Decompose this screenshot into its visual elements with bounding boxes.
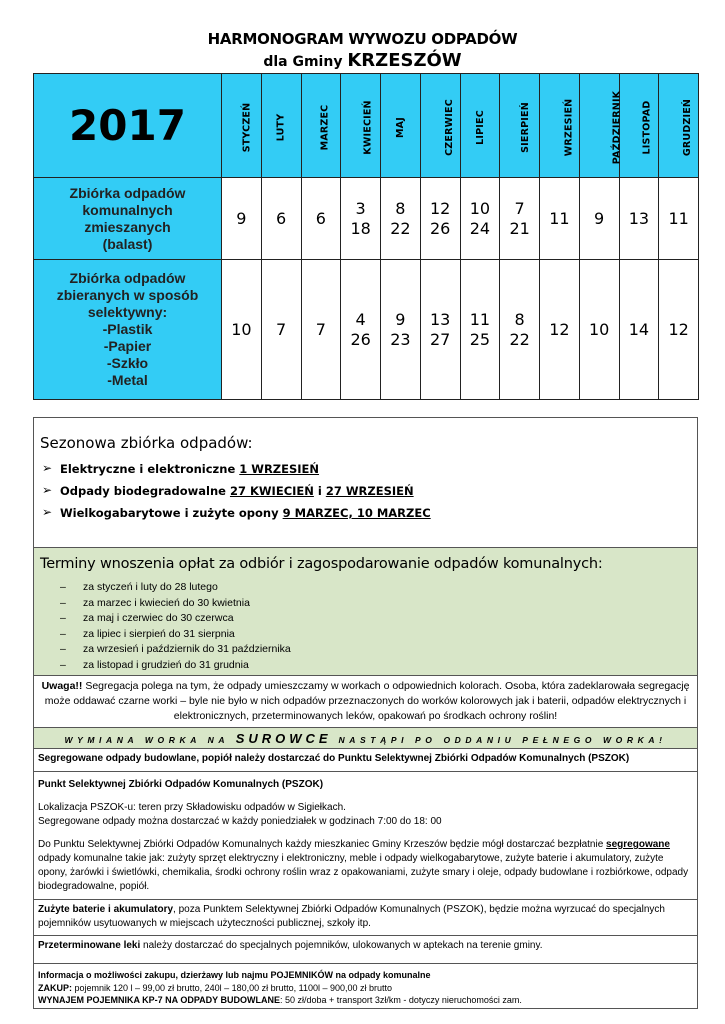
collection-date-cell xyxy=(222,260,262,400)
collection-day: 7 xyxy=(514,198,525,218)
collection-date-cell xyxy=(659,178,699,260)
collection-day: 7 xyxy=(315,319,326,339)
seasonal-heading: Sezonowa zbiórka odpadów: xyxy=(40,434,253,452)
collection-date-cell xyxy=(420,260,460,400)
schedule-table xyxy=(33,73,699,400)
medicines-text: należy dostarczać do specjalnych pojemników, ulokowanych w aptekach na terenie gminy. xyxy=(140,940,543,951)
notice-section xyxy=(34,676,697,728)
notice-label: Uwaga!! xyxy=(41,680,83,692)
collection-day: 13 xyxy=(429,309,451,329)
collection-day: 6 xyxy=(315,208,326,228)
seasonal-item-date: 9 MARZEC, 10 MARZEC xyxy=(282,506,431,520)
month-header xyxy=(460,74,500,178)
collection-type-line: selektywny: xyxy=(87,304,168,320)
fee-deadline-item xyxy=(60,596,691,612)
collection-day: 8 xyxy=(395,198,406,218)
collection-day: 14 xyxy=(628,319,650,339)
fee-deadline-text: za marzec i kwiecień do 30 kwietnia xyxy=(83,596,250,609)
seasonal-section xyxy=(34,418,697,548)
collection-day: 10 xyxy=(469,198,491,218)
month-label: MARZEC xyxy=(318,104,330,150)
subtitle-prefix: dla Gminy xyxy=(263,54,343,70)
collection-day: 18 xyxy=(350,218,371,238)
collection-date-cell xyxy=(500,260,540,400)
collection-date-cell xyxy=(460,260,500,400)
collection-day: 12 xyxy=(668,319,689,339)
info-box xyxy=(33,417,698,1009)
collection-date-cell xyxy=(619,178,659,260)
year-cell: 2017 xyxy=(34,74,222,178)
seasonal-list xyxy=(40,462,691,520)
seasonal-item-joiner: i xyxy=(313,484,326,498)
fee-deadline-item xyxy=(60,611,691,627)
collection-day: 26 xyxy=(429,218,451,238)
collection-day: 8 xyxy=(514,309,525,329)
collection-day: 26 xyxy=(350,329,371,349)
seasonal-item-label: Odpady biodegradowalne xyxy=(60,484,230,498)
document-title: HARMONOGRAM WYWOZU ODPADÓW xyxy=(207,30,518,48)
collection-day: 23 xyxy=(390,329,411,349)
collection-type-line: zmieszanych xyxy=(84,218,171,235)
containers-info: Informacja o możliwości zakupu, dzierżawy lub najmu POJEMNIKÓW na odpady komunalne xyxy=(38,970,431,980)
month-header xyxy=(619,74,659,178)
collection-day: 12 xyxy=(549,319,570,339)
collection-type-line: -Metal xyxy=(107,372,148,388)
collection-date-cell xyxy=(420,178,460,260)
month-label: STYCZEŃ xyxy=(241,102,253,152)
collection-date-cell xyxy=(222,178,262,260)
month-label: LIPIEC xyxy=(474,109,486,145)
month-header xyxy=(381,74,421,178)
exchange-band xyxy=(34,728,697,749)
month-header xyxy=(222,74,262,178)
collection-day: 9 xyxy=(236,208,247,228)
collection-day: 7 xyxy=(276,319,287,339)
pszok-desc-prefix: Do Punktu Selektywnej Zbiórki Odpadów Komunalnych każdy mieszkaniec Gminy Krzeszów będzie mógł dostarczać bezpłatnie xyxy=(38,839,607,850)
month-header xyxy=(500,74,540,178)
collection-type-line: Zbiórka odpadów xyxy=(69,184,186,201)
collection-day: 25 xyxy=(469,329,491,349)
month-label: LISTOPAD xyxy=(640,100,652,154)
exchange-text-before: WYMIANA WORKA NA xyxy=(64,735,236,745)
batteries-section xyxy=(34,900,697,936)
fee-deadline-item xyxy=(60,658,691,674)
dash-bullet-icon: – xyxy=(60,596,66,609)
containers-section xyxy=(34,964,697,1008)
month-label: PAŹDZIERNIK xyxy=(611,90,622,164)
collection-date-cell xyxy=(341,260,381,400)
collection-row xyxy=(34,260,699,400)
month-header-row xyxy=(34,74,699,178)
month-label: LUTY xyxy=(275,113,287,141)
schedule-body xyxy=(34,74,699,400)
collection-date-cell xyxy=(540,178,580,260)
month-header xyxy=(301,74,341,178)
exchange-highlight: SUROWCE xyxy=(235,731,332,746)
medicines-section xyxy=(34,936,697,964)
month-header xyxy=(659,74,699,178)
rental-text: : 50 zł/doba + transport 3zł/km - dotyczy nieruchomości zam. xyxy=(280,995,522,1005)
pszok-section xyxy=(34,772,697,900)
collection-day: 11 xyxy=(668,208,689,228)
collection-day: 21 xyxy=(509,218,530,238)
collection-day: 6 xyxy=(276,208,287,228)
collection-date-cell xyxy=(540,260,580,400)
month-header xyxy=(579,74,622,178)
collection-day: 13 xyxy=(628,208,650,228)
construction-waste-text: Segregowane odpady budowlane, popiół należy dostarczać do Punktu Selektywnej Zbiórki Odpadów Komunalnych (PSZOK) xyxy=(38,753,630,764)
pszok-title: Punkt Selektywnej Zbiórki Odpadów Komunalnych (PSZOK) xyxy=(38,779,324,790)
collection-date-cell xyxy=(579,260,619,400)
seasonal-item-label: Wielkogabarytowe i zużyte opony xyxy=(60,506,283,520)
fees-heading: Terminy wnoszenia opłat za odbiór i zagospodarowanie odpadów komunalnych: xyxy=(40,556,603,572)
collection-date-cell xyxy=(301,178,341,260)
rental-label: WYNAJEM POJEMNIKA KP-7 NA ODPADY BUDOWLANE xyxy=(38,995,281,1005)
fees-section xyxy=(34,548,697,676)
collection-date-cell xyxy=(381,178,421,260)
collection-type-line: komunalnych xyxy=(82,201,173,218)
fee-deadline-text: za maj i czerwiec do 30 czerwca xyxy=(83,612,234,624)
seasonal-item-date: 27 KWIECIEŃ xyxy=(229,484,314,498)
collection-type-line: (balast) xyxy=(102,235,153,252)
collection-day: 12 xyxy=(429,198,451,218)
collection-date-cell xyxy=(341,178,381,260)
month-header xyxy=(261,74,301,178)
collection-day: 10 xyxy=(588,319,610,339)
arrow-bullet-icon: ➢ xyxy=(42,505,53,519)
collection-date-cell xyxy=(381,260,421,400)
municipality-name: KRZESZÓW xyxy=(347,50,462,71)
construction-waste-section xyxy=(34,749,697,772)
collection-type-line: -Papier xyxy=(103,338,152,354)
collection-type-cell xyxy=(34,260,222,400)
seasonal-item-date-2: 27 WRZESIEŃ xyxy=(325,484,414,498)
seasonal-item xyxy=(40,462,691,476)
seasonal-item-label: Elektryczne i elektroniczne xyxy=(60,462,240,476)
collection-day: 24 xyxy=(469,218,491,238)
purchase-text: pojemnik 120 l – 99,00 zł brutto, 240l – 180,00 zł brutto, 1100l – 900,00 zł brutto xyxy=(72,982,393,993)
month-header xyxy=(540,74,580,178)
exchange-text-after: NASTĄPI PO ODDANIU PEŁNEGO WORKA! xyxy=(331,735,667,745)
month-header xyxy=(420,74,460,178)
dash-bullet-icon: – xyxy=(60,643,66,655)
collection-type-line: -Szkło xyxy=(106,355,149,371)
pszok-hours: Segregowane odpady można dostarczać w każdy poniedziałek w godzinach 7:00 do 18: 00 xyxy=(38,816,442,827)
collection-date-cell xyxy=(500,178,540,260)
fee-deadline-item xyxy=(60,627,691,643)
collection-date-cell xyxy=(261,260,301,400)
collection-day: 11 xyxy=(549,208,570,228)
collection-day: 3 xyxy=(355,198,366,218)
collection-day: 10 xyxy=(231,319,252,339)
collection-day: 4 xyxy=(355,309,366,329)
document-header xyxy=(0,30,725,71)
collection-date-cell xyxy=(460,178,500,260)
dash-bullet-icon: – xyxy=(60,658,66,671)
pszok-location: Lokalizacja PSZOK-u: teren przy Składowisku odpadów w Sigiełkach. xyxy=(38,802,346,813)
notice-text: Segregacja polega na tym, że odpady umieszczamy w workach o odpowiednich kolorach. Osoba, która zadeklarowała segregację może oddawać czarne worki – byle nie było w nich odpadów przeznaczonych do worków kolorowych jak i baterii, odpadów elektrycznych i elektronicznych, przeterminowanych leków, opakowań po środkach ochrony roślin! xyxy=(44,680,690,722)
collection-date-cell xyxy=(659,260,699,400)
month-label: SIERPIEŃ xyxy=(520,101,532,153)
purchase-label: ZAKUP: xyxy=(38,982,72,993)
batteries-text: , poza Punktem Selektywnej Zbiórki Odpadów Komunalnych (PSZOK), będzie można wyrzucać do specjalnych pojemników usytuowanych w miejscach użyteczności publicznej, szkoły itp. xyxy=(38,904,665,929)
month-label: GRUDZIEŃ xyxy=(682,98,694,156)
fee-deadline-item xyxy=(60,580,691,596)
fee-deadline-text: za listopad i grudzień do 31 grudnia xyxy=(83,658,249,671)
collection-type-line: -Plastik xyxy=(102,321,153,337)
document-subtitle xyxy=(0,50,725,71)
seasonal-item-date: 1 WRZESIEŃ xyxy=(239,462,320,476)
month-label: WRZESIEŃ xyxy=(563,98,575,156)
month-label: CZERWIEC xyxy=(443,98,455,156)
collection-day: 11 xyxy=(469,309,491,329)
collection-date-cell xyxy=(619,260,659,400)
batteries-bold: Zużyte baterie i akumulatory xyxy=(38,904,174,915)
collection-row xyxy=(34,178,699,260)
dash-bullet-icon: – xyxy=(60,581,66,593)
pszok-desc-suffix: odpady komunalne takie jak: zużyty sprzęt elektryczny i elektroniczny, meble i odpady wielkogabarytowe, zużyte baterie i akumulatory, zużyte opony, żarówki i świetlówki, chemikalia, środki ochrony roślin wraz z opakowaniami, zużyte smary i oleje, odpady budowlane i rozbiórkowe, odpady biodegradowalne, popiół. xyxy=(38,853,689,892)
fee-deadline-item xyxy=(60,642,691,658)
seasonal-item xyxy=(40,506,691,520)
collection-type-line: zbieranych w sposób xyxy=(56,287,199,303)
month-label: KWIECIEŃ xyxy=(362,99,374,155)
collection-type-line: Zbiórka odpadów xyxy=(69,270,186,286)
collection-day: 9 xyxy=(395,309,406,329)
arrow-bullet-icon: ➢ xyxy=(42,461,53,475)
month-label: MAJ xyxy=(394,116,406,138)
dash-bullet-icon: – xyxy=(60,612,66,624)
collection-day: 9 xyxy=(594,208,605,228)
medicines-bold: Przeterminowane leki xyxy=(38,940,141,951)
fees-list xyxy=(40,580,691,673)
dash-bullet-icon: – xyxy=(60,627,66,640)
fee-deadline-text: za wrzesień i październik do 31 października xyxy=(83,643,291,655)
pszok-title-wrap xyxy=(38,778,693,792)
fee-deadline-text: za lipiec i sierpień do 31 sierpnia xyxy=(83,627,235,640)
fee-deadline-text: za styczeń i luty do 28 lutego xyxy=(83,581,218,593)
pszok-description xyxy=(38,838,693,894)
collection-day: 27 xyxy=(429,329,451,349)
month-header xyxy=(341,74,381,178)
seasonal-item xyxy=(40,484,691,498)
collection-day: 22 xyxy=(509,329,530,349)
arrow-bullet-icon: ➢ xyxy=(42,483,53,497)
collection-day: 22 xyxy=(390,218,411,238)
pszok-desc-highlight: segregowane xyxy=(606,839,670,850)
collection-date-cell xyxy=(261,178,301,260)
collection-date-cell xyxy=(579,178,619,260)
collection-date-cell xyxy=(301,260,341,400)
collection-type-cell xyxy=(34,178,222,260)
